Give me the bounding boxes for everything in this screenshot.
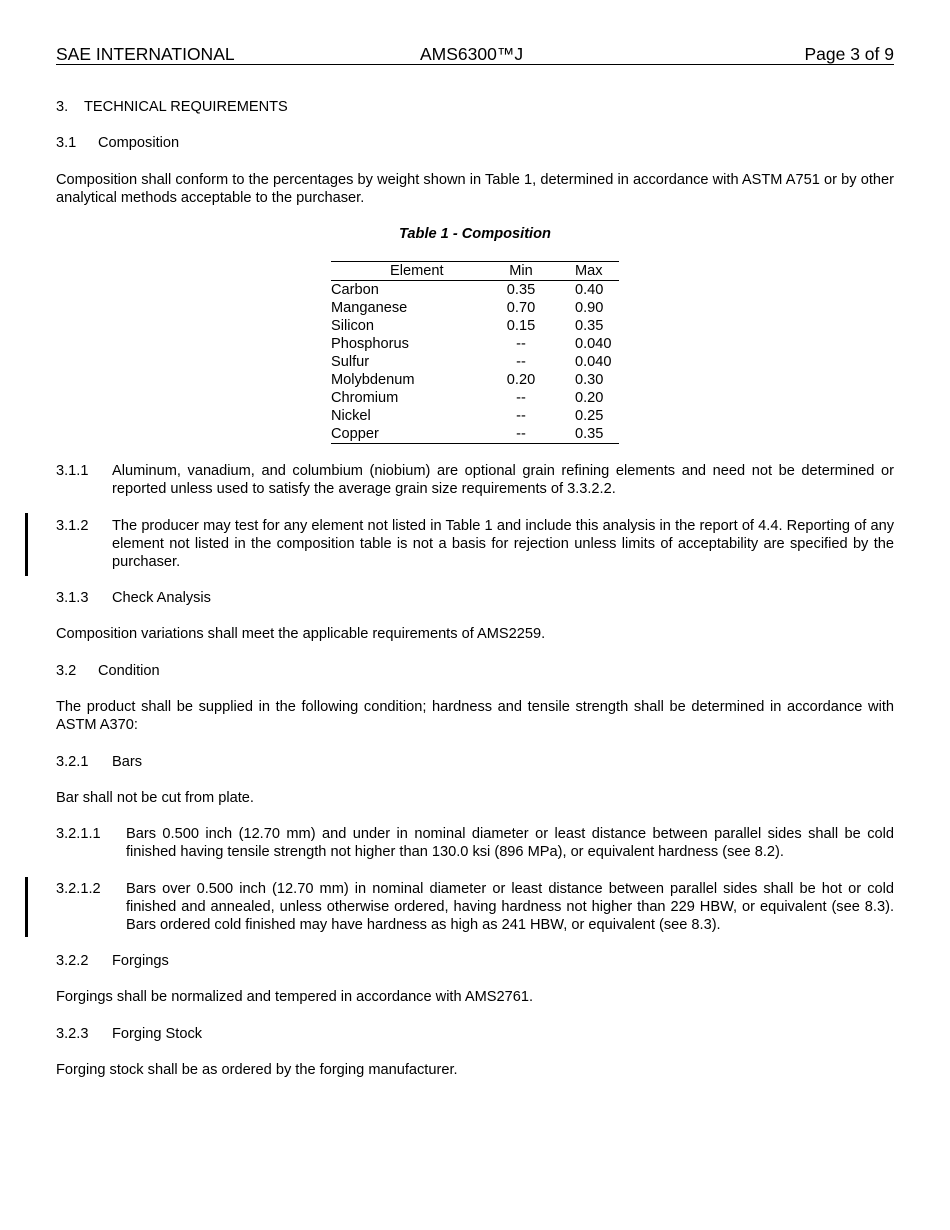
section-number: 3.2 [56, 663, 77, 679]
section-title: TECHNICAL REQUIREMENTS [84, 99, 288, 115]
header-organization: SAE INTERNATIONAL [56, 44, 235, 64]
section-title: Bars [112, 754, 143, 770]
table-row [331, 335, 619, 353]
table-row [331, 389, 619, 407]
cell-max: 0.40 [575, 282, 604, 298]
section-number: 3.2.1.1 [56, 826, 101, 842]
section-3-2-heading [56, 662, 894, 680]
table-row [331, 353, 619, 371]
cell-max: 0.30 [575, 372, 604, 388]
cell-max: 0.35 [575, 426, 604, 442]
page-header [56, 44, 894, 65]
section-title: Composition [98, 135, 180, 151]
section-title: Condition [98, 663, 160, 679]
cell-max: 0.040 [575, 336, 612, 352]
table-row [331, 281, 619, 299]
cell-element: Silicon [331, 318, 374, 334]
cell-max: 0.25 [575, 408, 604, 424]
cell-min: -- [516, 336, 526, 352]
header-page-number: Page 3 of 9 [804, 44, 894, 64]
cell-min: 0.70 [506, 300, 536, 316]
change-bar-3-1-2 [25, 513, 28, 576]
section-3-1-heading [56, 134, 894, 152]
cell-min: -- [516, 408, 526, 424]
cell-element: Sulfur [331, 354, 370, 370]
section-3-2-3-body: Forging stock shall be as ordered by the forging manufacturer. [56, 1062, 458, 1078]
cell-min: -- [516, 390, 526, 406]
section-text: The producer may test for any element not listed in Table 1 and include this analysis in the report of 4.4. Reporting of any element not listed in the composition table is not a basis for rejection unless limits of acceptability are specified by the purchaser. [112, 518, 894, 570]
section-3-1-2 [56, 517, 894, 571]
section-number: 3.1.3 [56, 590, 89, 606]
cell-element: Chromium [331, 390, 399, 406]
section-text: Aluminum, vanadium, and columbium (niobium) are optional grain refining elements and need not be determined or reported unless used to satisfy the average grain size requirements of 3.3.2.2. [112, 463, 894, 497]
section-title: Forging Stock [112, 1026, 203, 1042]
section-3-2-2-heading [56, 952, 894, 970]
cell-max: 0.20 [575, 390, 604, 406]
section-3-2-2-body: Forgings shall be normalized and tempered in accordance with AMS2761. [56, 989, 533, 1005]
change-bar-3-2-1-2 [25, 877, 28, 937]
section-3-2-1-2 [56, 880, 894, 934]
section-number: 3.2.2 [56, 953, 89, 969]
section-3-2-1-body: Bar shall not be cut from plate. [56, 790, 254, 806]
section-3-2-3-heading [56, 1025, 894, 1043]
composition-table [331, 261, 619, 444]
table-row [331, 407, 619, 425]
section-3-1-3-heading [56, 589, 894, 607]
cell-min: -- [516, 426, 526, 442]
section-number: 3.1.2 [56, 518, 89, 534]
cell-min: 0.15 [506, 318, 536, 334]
cell-element: Carbon [331, 282, 379, 298]
section-3-1-3-body: Composition variations shall meet the applicable requirements of AMS2259. [56, 626, 546, 642]
section-3-2-body: The product shall be supplied in the following condition; hardness and tensile strength shall be determined in accordance with ASTM A370: [56, 699, 894, 733]
table-row [331, 371, 619, 389]
header-document-number: AMS6300™J [420, 44, 524, 64]
cell-max: 0.90 [575, 300, 604, 316]
section-3-1-1 [56, 462, 894, 498]
cell-max: 0.35 [575, 318, 604, 334]
table-row [331, 299, 619, 317]
section-title: Check Analysis [112, 590, 211, 606]
section-3-2-1-heading [56, 753, 894, 771]
section-number: 3.1 [56, 135, 77, 151]
section-3-1-body: Composition shall conform to the percentages by weight shown in Table 1, determined in accordance with ASTM A751 or by other analytical methods acceptable to the purchaser. [56, 172, 894, 206]
section-number: 3. [56, 99, 69, 115]
column-header-element: Element [390, 263, 444, 279]
cell-element: Copper [331, 426, 379, 442]
cell-element: Nickel [331, 408, 371, 424]
cell-min: -- [516, 354, 526, 370]
section-number: 3.2.3 [56, 1026, 89, 1042]
cell-min: 0.35 [506, 282, 536, 298]
table-header-row [331, 262, 619, 281]
section-text: Bars over 0.500 inch (12.70 mm) in nominal diameter or least distance between parallel sides shall be hot or cold finished and annealed, unless otherwise ordered, having hardness not higher than 229 HBW, or equivalent (see 8.3). Bars ordered cold finished may have hardness as high as 241 HBW, or equivalent (see 8.3). [126, 881, 894, 933]
section-number: 3.1.1 [56, 463, 89, 479]
table-row [331, 425, 619, 443]
table-1-caption: Table 1 - Composition [399, 226, 551, 242]
table-row [331, 317, 619, 335]
cell-element: Phosphorus [331, 336, 409, 352]
column-header-max: Max [575, 263, 603, 279]
cell-min: 0.20 [506, 372, 536, 388]
section-number: 3.2.1 [56, 754, 89, 770]
section-title: Forgings [112, 953, 169, 969]
section-3-heading [56, 98, 894, 116]
cell-element: Manganese [331, 300, 408, 316]
column-header-min: Min [509, 263, 533, 279]
cell-max: 0.040 [575, 354, 612, 370]
cell-element: Molybdenum [331, 372, 415, 388]
section-3-2-1-1 [56, 825, 894, 861]
section-text: Bars 0.500 inch (12.70 mm) and under in nominal diameter or least distance between parallel sides shall be cold finished having tensile strength not higher than 130.0 ksi (896 MPa), or equivalent hardness (see 8.2). [126, 826, 894, 860]
section-number: 3.2.1.2 [56, 881, 101, 897]
